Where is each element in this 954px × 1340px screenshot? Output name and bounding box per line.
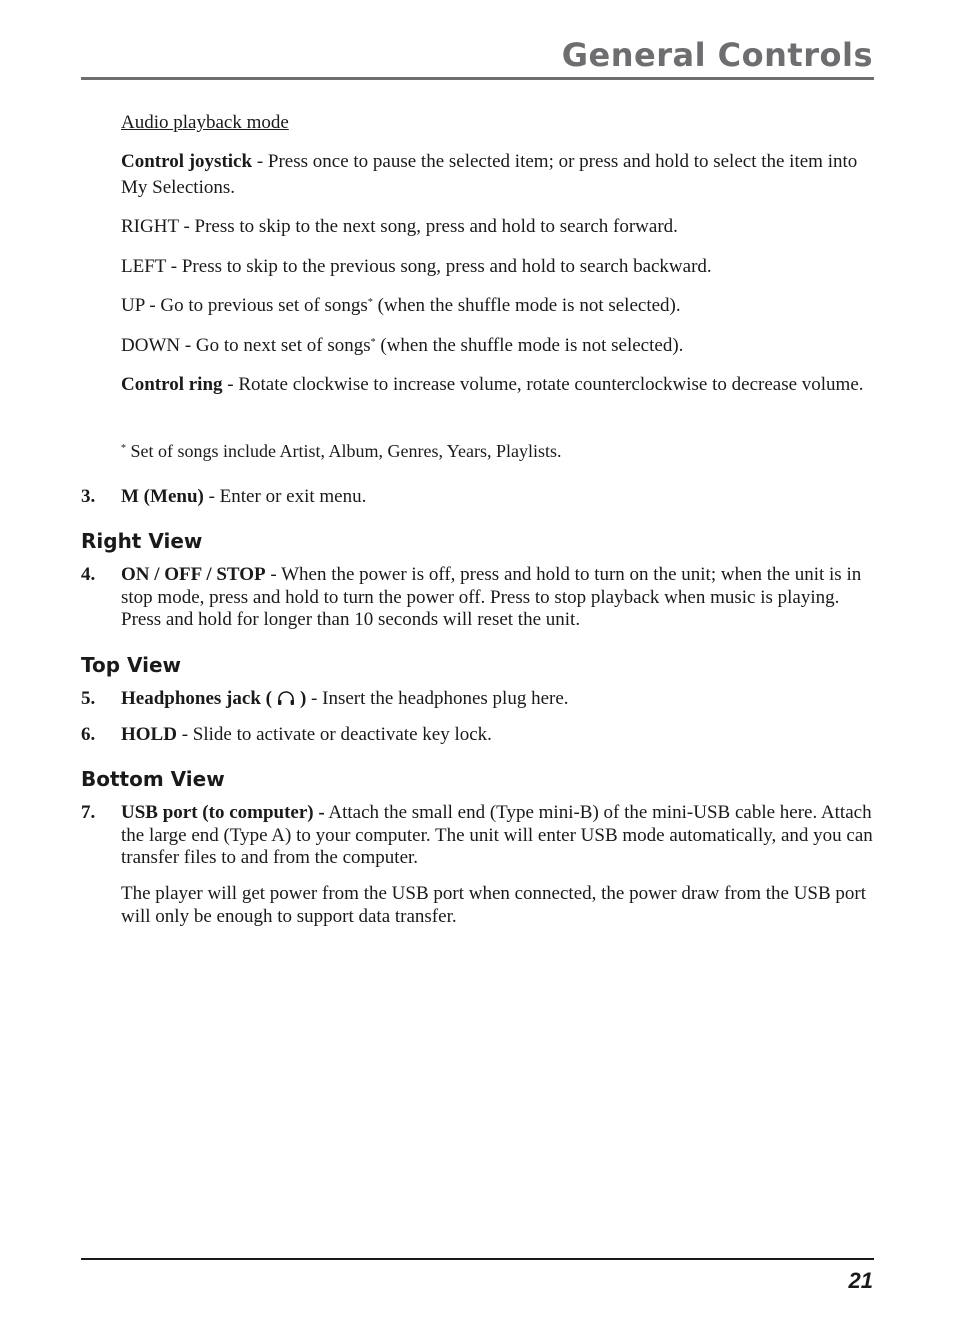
footnote-text: Set of songs include Artist, Album, Genres, Years, Playlists. xyxy=(126,441,562,461)
menu-text: - Enter or exit menu. xyxy=(203,486,367,507)
left-description: LEFT - Press to skip to the previous song, press and hold to search backward. xyxy=(121,256,712,277)
up-text: UP - Go to previous set of songs xyxy=(121,295,368,316)
power-text: - When the power is off, press and hold to turn on the unit; when the unit is in stop mode, press and hold to turn the power off. Press to stop playback when music is playing. Press and hold for longer than 10 seconds will reset the unit. xyxy=(121,564,862,630)
usb-term: USB port (to computer) - xyxy=(121,802,325,823)
headphones-term-start: Headphones jack ( xyxy=(121,688,272,709)
joystick-text: - Press once to pause the selected item; or press and hold to select the item into My Selections. xyxy=(121,151,858,198)
page-number: 21 xyxy=(848,1268,873,1293)
item-4-description xyxy=(121,564,875,632)
ring-text: - Rotate clockwise to increase volume, rotate counterclockwise to decrease volume. xyxy=(222,374,864,395)
top-view-heading: Top View xyxy=(81,653,182,677)
item-5-number: 5. xyxy=(81,688,96,709)
item-6-number: 6. xyxy=(81,724,96,745)
up-rest: (when the shuffle mode is not selected). xyxy=(372,295,681,316)
headphones-term-end: ) xyxy=(299,688,307,709)
right-view-heading: Right View xyxy=(81,529,203,553)
power-term: ON / OFF / STOP xyxy=(121,564,266,585)
item-7-number: 7. xyxy=(81,802,96,823)
header-rule xyxy=(81,77,874,80)
down-text: DOWN - Go to next set of songs xyxy=(121,335,371,356)
hold-term: HOLD xyxy=(121,724,177,745)
ring-term: Control ring xyxy=(121,374,223,395)
hold-text: - Slide to activate or deactivate key lock. xyxy=(176,724,492,745)
down-description xyxy=(121,333,875,359)
footer-rule xyxy=(81,1258,874,1260)
songs-footnote xyxy=(121,438,875,464)
item-6-description xyxy=(121,724,875,747)
headphones-icon xyxy=(276,690,296,706)
menu-term: M (Menu) xyxy=(121,486,204,507)
item-3-description xyxy=(121,486,875,509)
footnote-mark: * xyxy=(121,443,126,454)
page-title: General Controls xyxy=(561,36,873,74)
down-rest: (when the shuffle mode is not selected). xyxy=(375,335,684,356)
usb-text: Attach the small end (Type mini-B) of the mini-USB cable here. Attach the large end (Type A) to your computer. The unit will enter USB mode automatically, and you can transfer files to and from the computer. xyxy=(121,802,873,868)
bottom-view-heading: Bottom View xyxy=(81,767,225,791)
usb-power-note: The player will get power from the USB port when connected, the power draw from the USB port will only be enough to support data transfer. xyxy=(121,883,867,927)
item-7-description xyxy=(121,802,875,870)
headphones-text: - Insert the headphones plug here. xyxy=(306,688,569,709)
audio-mode-subheading: Audio playback mode xyxy=(121,112,289,133)
down-footnote-mark: * xyxy=(370,337,376,348)
up-footnote-mark: * xyxy=(367,297,373,308)
item-3-number: 3. xyxy=(81,486,96,507)
right-description: RIGHT - Press to skip to the next song, press and hold to search forward. xyxy=(121,216,678,237)
joystick-description xyxy=(121,149,875,201)
joystick-term: Control joystick xyxy=(121,151,253,172)
item-4-number: 4. xyxy=(81,564,96,585)
up-description xyxy=(121,293,875,319)
ring-description xyxy=(121,372,875,398)
item-5-description xyxy=(121,688,875,711)
